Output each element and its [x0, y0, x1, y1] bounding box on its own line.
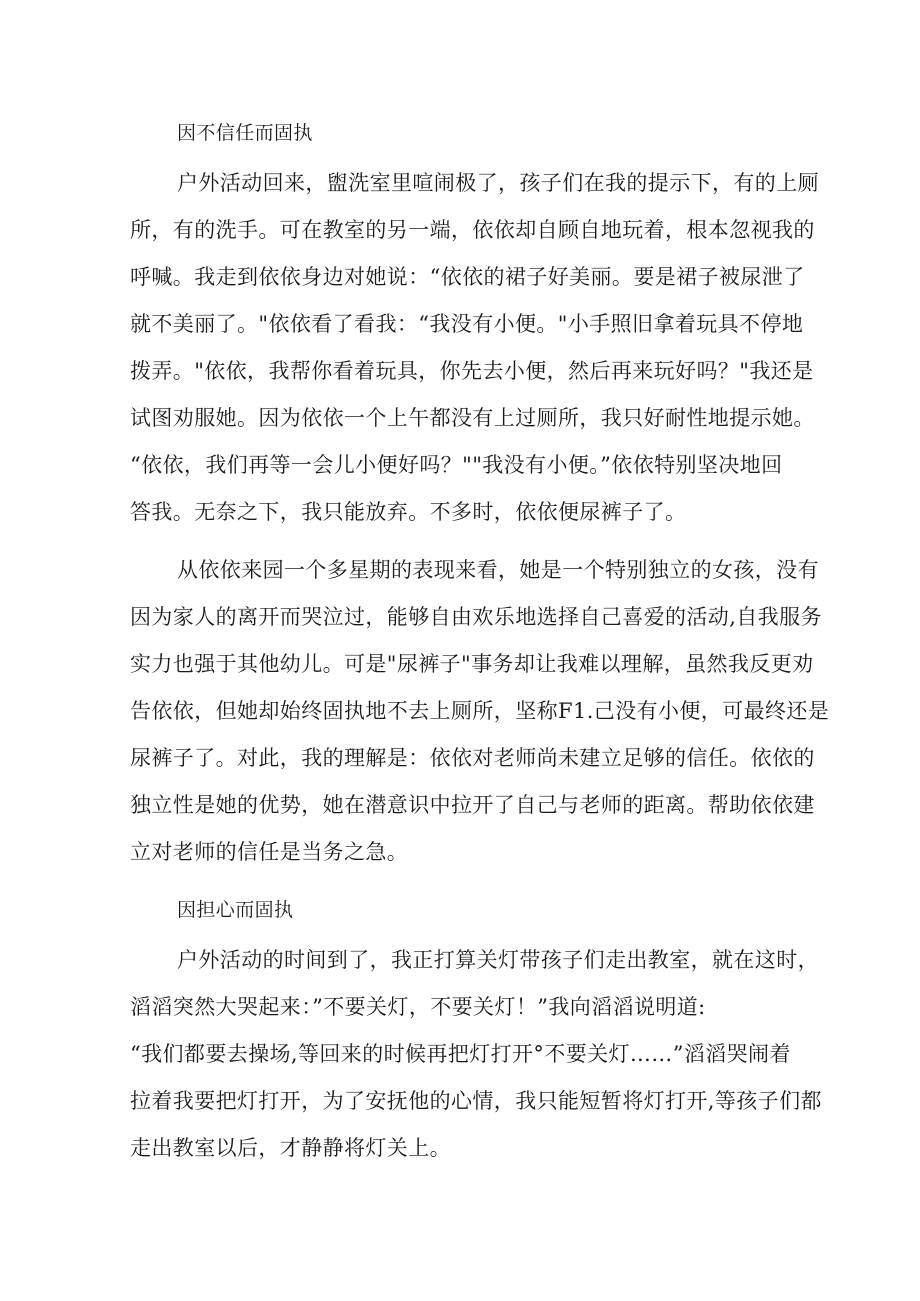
paragraph-line: 就不美丽了。"依依看了看我：“我没有小便。"小手照旧拿着玩具不停地	[130, 312, 804, 336]
paragraph-line: 滔滔突然大哭起来：”不要关灯，不要关灯！”我向滔滔说明道:	[130, 995, 706, 1019]
paragraph-line: 户外活动的时间到了，我正打算关灯带孩子们走出教室，就在这时，	[177, 948, 819, 972]
paragraph-line: 因为家人的离开而哭泣过，能够自由欢乐地选择自己喜爱的活动,自我服务	[130, 605, 822, 629]
section-heading-worry: 因担心而固执	[177, 899, 294, 921]
paragraph-line: 尿裤子了。对此，我的理解是：依依对老师尚未建立足够的信任。依依的	[130, 746, 815, 770]
paragraph-line: 拨弄。"依依，我帮你看着玩具，你先去小便，然后再来玩好吗？"我还是	[130, 359, 814, 383]
paragraph-line: “我们都要去操场,等回来的时候再把灯打开°不要关灯……”滔滔哭闹着	[130, 1042, 791, 1066]
paragraph-line: 呼喊。我走到依依身边对她说：“依依的裙子好美丽。要是裙子被尿泄了	[130, 265, 805, 289]
paragraph-line: 走出教室以后，才静静将灯关上。	[130, 1136, 451, 1160]
paragraph-line: 独立性是她的优势，她在潜意识中拉开了自己与老师的距离。帮助依依建	[130, 793, 815, 817]
paragraph-line: 所，有的洗手。可在教室的另一端，依依却自顾自地玩着，根本忽视我的	[130, 218, 815, 242]
paragraph-line: 从依依来园一个多星期的表现来看，她是一个特别独立的女孩，没有	[177, 558, 819, 582]
section-heading-distrust: 因不信任而固执	[177, 122, 313, 144]
paragraph-line: 答我。无奈之下，我只能放弃。不多时，依依便尿裤子了。	[130, 500, 687, 524]
paragraph-line: 拉着我要把灯打开，为了安抚他的心情，我只能短暂将灯打开,等孩子们都	[130, 1089, 822, 1113]
paragraph-line: “依依，我们再等一会儿小便好吗？""我没有小便。”依依特别坚决地回	[130, 453, 783, 477]
paragraph-line: 实力也强于其他幼儿。可是"尿裤子"事务却让我难以理解，虽然我反更劝	[130, 652, 814, 676]
paragraph-line: 立对老师的信任是当务之急。	[130, 840, 409, 864]
paragraph-line: 告依依，但她却始终固执地不去上厕所，坚称F1.己没有小便，可最终还是	[130, 699, 830, 723]
paragraph-line: 试图劝服她。因为依依一个上午都没有上过厕所，我只好耐性地提示她。	[130, 406, 815, 430]
paragraph-line: 户外活动回来，盥洗室里喧闹极了，孩子们在我的提示下，有的上厕	[177, 171, 819, 195]
